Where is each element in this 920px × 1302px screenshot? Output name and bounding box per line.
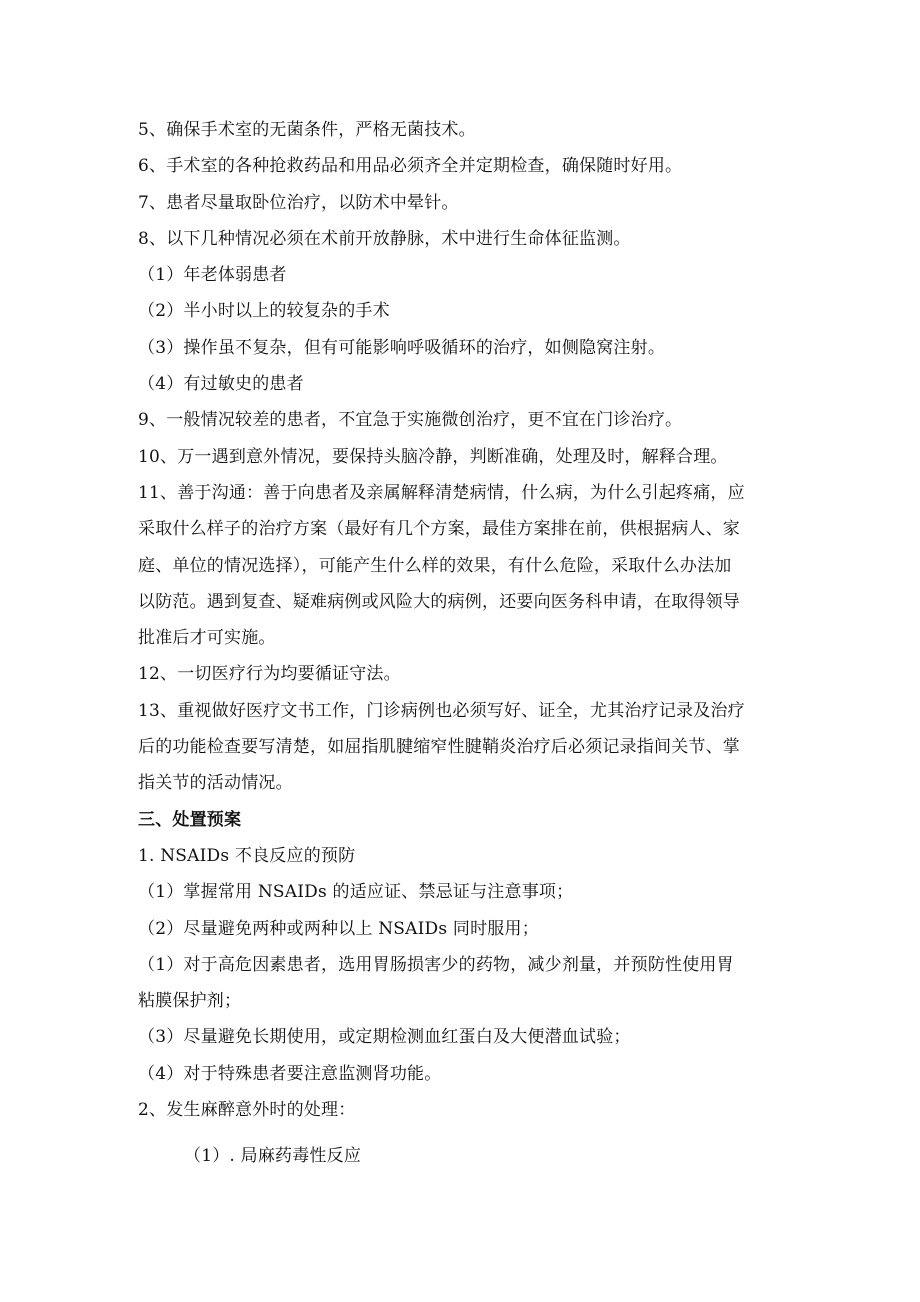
item-8-sub-2: （2）半小时以上的较复杂的手术 — [138, 301, 390, 322]
anesthesia-sub-1: （1）. 局麻药毒性反应 — [184, 1146, 362, 1167]
item-8-sub-3: （3）操作虽不复杂，但有可能影响呼吸循环的治疗，如侧隐窝注射。 — [138, 337, 666, 358]
item-10: 10、万一遇到意外情况，要保持头脑冷静，判断准确，处理及时，解释合理。 — [138, 446, 728, 467]
item-6: 6、手术室的各种抢救药品和用品必须齐全并定期检查，确保随时好用。 — [138, 156, 683, 177]
nsaids-sub-4: （3）尽量避免长期使用，或定期检测血红蛋白及大便潜血试验； — [138, 1027, 631, 1048]
item-8-sub-1: （1）年老体弱患者 — [138, 265, 287, 286]
item-11-line-2: 采取什么样子的治疗方案（最好有几个方案，最佳方案排在前，供根据病人、家 — [138, 519, 740, 540]
anesthesia-title: 2、发生麻醉意外时的处理： — [138, 1100, 356, 1121]
nsaids-sub-3-line-2: 粘膜保护剂； — [138, 991, 242, 1012]
item-13-line-3: 指关节的活动情况。 — [138, 773, 293, 794]
item-9: 9、一般情况较差的患者，不宜急于实施微创治疗，更不宜在门诊治疗。 — [138, 410, 683, 431]
item-5: 5、确保手术室的无菌条件，严格无菌技术。 — [138, 120, 476, 140]
nsaids-title: 1. NSAIDs 不良反应的预防 — [138, 845, 356, 866]
item-7: 7、患者尽量取卧位治疗，以防术中晕针。 — [138, 192, 459, 213]
item-11-line-3: 庭、单位的情况选择），可能产生什么样的效果，有什么危险，采取什么办法加 — [138, 555, 732, 576]
item-11-line-4: 以防范。遇到复查、疑难病例或风险大的病例，还要向医务科申请，在取得领导 — [138, 591, 740, 612]
item-12: 12、一切医疗行为均要循证守法。 — [138, 664, 401, 685]
item-13-line-1: 13、重视做好医疗文书工作，门诊病例也必须写好、证全，尤其治疗记录及治疗 — [138, 700, 745, 721]
item-13-line-2: 后的功能检查要写清楚，如屈指肌腱缩窄性腱鞘炎治疗后必须记录指间关节、掌 — [138, 737, 740, 758]
nsaids-sub-1: （1）掌握常用 NSAIDs 的适应证、禁忌证与注意事项； — [138, 882, 574, 903]
nsaids-sub-5: （4）对于特殊患者要注意监测肾功能。 — [138, 1063, 442, 1084]
nsaids-sub-3-line-1: （1）对于高危因素患者，选用胃肠损害少的药物，减少剂量，并预防性使用胃 — [138, 954, 734, 975]
section-heading-3: 三、处置预案 — [138, 809, 242, 830]
nsaids-sub-2: （2）尽量避免两种或两种以上 NSAIDs 同时服用； — [138, 918, 539, 939]
item-8: 8、以下几种情况必须在术前开放静脉，术中进行生命体征监测。 — [138, 228, 631, 249]
item-11-line-5: 批准后才可实施。 — [138, 628, 276, 649]
item-8-sub-4: （4）有过敏史的患者 — [138, 374, 304, 395]
item-11-line-1: 11、善于沟通：善于向患者及亲属解释清楚病情，什么病，为什么引起疼痛，应 — [138, 482, 745, 503]
document-page — [0, 112, 920, 1175]
